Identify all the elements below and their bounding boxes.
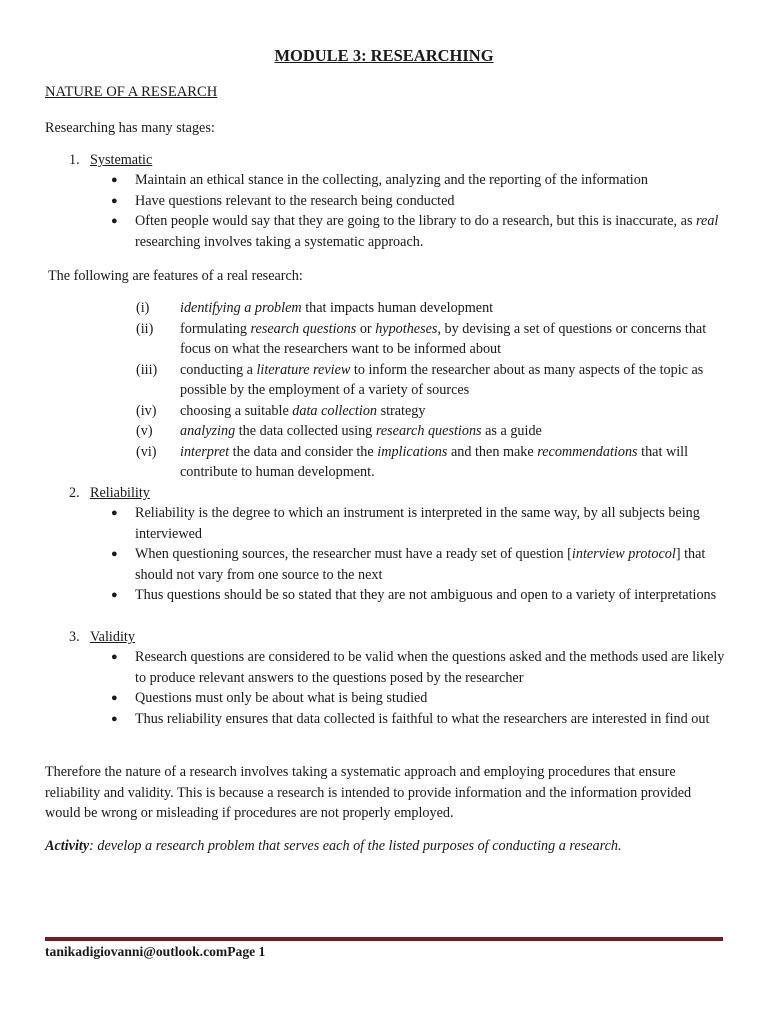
item-number: 3. bbox=[69, 629, 80, 645]
activity-text: : develop a research problem that serves each of the listed purposes of conducting a research. bbox=[89, 838, 622, 854]
bullet-rich-text: When questioning sources, the researcher must have a ready set of question [interview protocol] that should not vary from one source to the next bbox=[135, 546, 706, 583]
bullet-icon: ● bbox=[111, 692, 118, 704]
bullet-list bbox=[0, 503, 768, 606]
bullet-item: ● Research questions are considered to be valid when the questions asked and the methods used are likely to produce relevant answers to the questions posed by the researcher bbox=[111, 649, 725, 686]
conclusion-paragraph: Therefore the nature of a research involves taking a systematic approach and employing procedures that ensure reliability and validity. This is because a research is intended to provide information and the information provided would be wrong or misleading if procedures are not properly employed. bbox=[45, 764, 692, 821]
activity-label: Activity bbox=[45, 838, 90, 854]
bullet-item: ● Maintain an ethical stance in the collecting, analyzing and the reporting of the information bbox=[0, 170, 725, 191]
footer-text: tanikadigiovanni@outlook.comPage 1 bbox=[45, 944, 266, 959]
bullet-icon: ● bbox=[111, 548, 118, 560]
feature-item: (v) analyzing the data collected using research questions as a guide bbox=[136, 423, 542, 439]
feature-item: (ii) formulating research questions or hypotheses, by devising a set of questions or concerns that focus on what the researchers want to be informed about bbox=[136, 320, 707, 357]
bullet-item: ● Thus reliability ensures that data collected is faithful to what the researchers are interested in find out bbox=[0, 709, 725, 730]
section-heading: NATURE OF A RESEARCH bbox=[45, 84, 218, 100]
bullet-icon: ● bbox=[111, 651, 118, 663]
feature-item: (iii) conducting a literature review to inform the researcher about as many aspects of the topic as possible by the employment of a variety of sources bbox=[136, 361, 704, 398]
feature-item: (iv) choosing a suitable data collection strategy bbox=[136, 402, 426, 419]
bullet-item: ● Thus questions should be so stated that they are not ambiguous and open to a variety of interpretations bbox=[0, 585, 725, 606]
bullet-icon: ● bbox=[111, 174, 118, 186]
bullet-item: ● Have questions relevant to the research being conducted bbox=[0, 191, 725, 212]
bullet-icon: ● bbox=[111, 589, 118, 601]
features-list bbox=[0, 298, 768, 483]
bullet-item bbox=[0, 544, 725, 585]
bullet-item bbox=[0, 211, 725, 252]
feature-item: (i) identifying a problem that impacts human development bbox=[136, 300, 494, 316]
bullet-item: ● Reliability is the degree to which an instrument is interpreted in the same way, by all subjects being interviewed bbox=[111, 505, 700, 542]
features-intro: The following are features of a real research: bbox=[48, 268, 303, 284]
item-title: Reliability bbox=[90, 485, 150, 501]
bullet-icon: ● bbox=[111, 215, 118, 227]
bullet-icon: ● bbox=[111, 507, 118, 519]
bullet-item: ● Questions must only be about what is being studied bbox=[0, 688, 725, 709]
page-title: MODULE 3: RESEARCHING bbox=[274, 46, 494, 65]
item-title: Systematic bbox=[90, 152, 153, 168]
bullet-list bbox=[0, 170, 768, 252]
feature-item: (vi) interpret the data and consider the implications and then make recommendations that will contribute to human development. bbox=[136, 443, 689, 480]
intro-text: Researching has many stages: bbox=[45, 120, 215, 136]
footer-rule bbox=[45, 937, 723, 941]
bullet-icon: ● bbox=[111, 712, 118, 725]
item-title: Validity bbox=[90, 629, 135, 645]
activity-line bbox=[45, 836, 622, 857]
item-number: 2. bbox=[69, 485, 80, 501]
bullet-icon: ● bbox=[111, 194, 118, 207]
item-number: 1. bbox=[69, 152, 80, 168]
bullet-rich-text: Often people would say that they are going to the library to do a research, but this is inaccurate, as real researching involves taking a systematic approach. bbox=[135, 213, 719, 250]
bullet-list bbox=[0, 647, 768, 729]
